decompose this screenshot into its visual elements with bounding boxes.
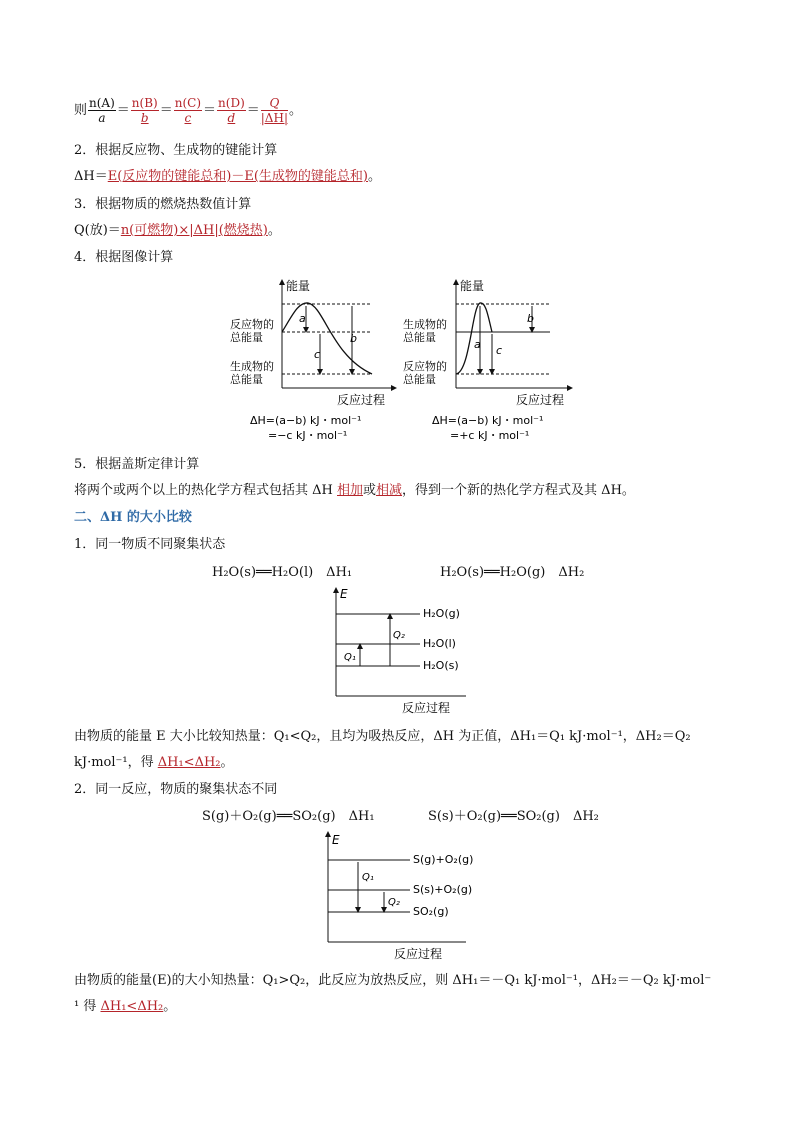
svg-text:H₂O(l): H₂O(l)	[423, 637, 456, 650]
sub1-heading: 1．同一物质不同聚集状态	[74, 537, 226, 552]
svg-text:a: a	[299, 312, 306, 325]
svg-text:Q₁: Q₁	[362, 872, 374, 883]
svg-text:b: b	[350, 332, 357, 345]
sulfur-state-diagram	[306, 830, 484, 964]
reaction-curve	[282, 303, 372, 374]
svg-text:=−c kJ・mol⁻¹: =−c kJ・mol⁻¹	[268, 429, 348, 442]
svg-text:ΔH=(a−b) kJ・mol⁻¹: ΔH=(a−b) kJ・mol⁻¹	[250, 414, 362, 427]
svg-text:SO₂(g): SO₂(g)	[413, 905, 449, 918]
combustion-formula: Q(放)＝n(可燃物)×|ΔH|(燃烧热)。	[74, 223, 281, 238]
fraction-d: $\frac{n(D)}{d}$	[218, 96, 245, 125]
sub1-equation-1: H₂O(s)══H₂O(l) ΔH₁	[212, 565, 353, 580]
x-axis-label: 反应过程	[337, 393, 386, 407]
svg-text:b: b	[527, 312, 534, 325]
svg-text:总能量: 总能量	[403, 331, 436, 344]
sub2-conclusion-2: ¹ 得 ΔH₁<ΔH₂。	[74, 999, 177, 1014]
part-2-title: 二、ΔH 的大小比较	[74, 510, 192, 525]
svg-text:c: c	[496, 344, 503, 357]
bond-energy-formula: ΔH＝E(反应物的键能总和)－E(生成物的键能总和)。	[74, 169, 382, 184]
fraction-a: $\frac{n(A)}{a}$	[89, 96, 115, 125]
svg-text:总能量: 总能量	[230, 373, 263, 386]
sub1-answer: ΔH₁<ΔH₂	[157, 755, 221, 770]
svg-text:Q₁: Q₁	[344, 652, 356, 663]
hess-law-text: 将两个或两个以上的热化学方程式包括其 ΔH 相加或相减，得到一个新的热化学方程式及其 ΔH。	[74, 483, 635, 498]
add-answer: 相加	[337, 483, 364, 498]
svg-text:Q₂: Q₂	[388, 897, 400, 908]
sub1-equation-2: H₂O(s)══H₂O(g) ΔH₂	[440, 565, 585, 580]
svg-text:反应物的: 反应物的	[230, 318, 274, 331]
svg-text:H₂O(s): H₂O(s)	[423, 659, 459, 672]
fraction-q: $\frac{Q}{|\Delta H|}$	[260, 96, 288, 125]
section-4-heading: 4．根据图像计算	[74, 250, 174, 265]
svg-text:a: a	[474, 338, 481, 351]
sub2-heading: 2．同一反应，物质的聚集状态不同	[74, 782, 278, 797]
svg-text:Q₂: Q₂	[393, 630, 405, 641]
svg-text:H₂O(g): H₂O(g)	[423, 607, 460, 620]
section-5-heading: 5．根据盖斯定律计算	[74, 457, 200, 472]
sub1-conclusion-1: 由物质的能量 E 大小比较知热量：Q₁<Q₂，且均为吸热反应，ΔH 为正值，ΔH₁＝Q₁ kJ·mol⁻¹，ΔH₂＝Q₂	[74, 729, 691, 744]
combustion-answer: n(可燃物)×|ΔH|(燃烧热)	[120, 223, 268, 238]
fraction-c: $\frac{n(C)}{c}$	[174, 96, 202, 125]
ze-text: 则	[74, 103, 88, 118]
svg-text:生成物的: 生成物的	[230, 360, 274, 373]
exothermic-energy-diagram	[222, 276, 402, 446]
section-3-heading: 3．根据物质的燃烧热数值计算	[74, 197, 252, 212]
bond-energy-answer: E(反应物的键能总和)－E(生成物的键能总和)	[107, 169, 369, 184]
ratio-formula: 则 $\frac{n(A)}{a}$ ＝ $\frac{n(B)}{b}$ ＝ $\frac{n(C)}{c}$ ＝ $\frac{n(D)}{d}$ ＝ $\frac{Q}{|\Delta H|}$ 。	[74, 96, 302, 125]
sub2-equation-2: S(s)＋O₂(g)══SO₂(g) ΔH₂	[428, 809, 599, 824]
sub2-equation-1: S(g)＋O₂(g)══SO₂(g) ΔH₁	[202, 809, 375, 824]
svg-text:c: c	[314, 348, 321, 361]
y-axis-label: 能量	[286, 279, 311, 293]
endothermic-energy-diagram	[400, 276, 580, 446]
subtract-answer: 相减	[376, 483, 403, 498]
water-state-diagram	[316, 586, 476, 718]
section-2-heading: 2．根据反应物、生成物的键能计算	[74, 143, 278, 158]
svg-text:E: E	[340, 587, 348, 601]
svg-text:能量: 能量	[460, 279, 485, 293]
svg-text:总能量: 总能量	[230, 331, 263, 344]
sub2-answer: ΔH₁<ΔH₂	[100, 999, 164, 1014]
svg-text:反应物的: 反应物的	[403, 360, 447, 373]
svg-text:=+c kJ・mol⁻¹: =+c kJ・mol⁻¹	[450, 429, 530, 442]
svg-text:反应过程: 反应过程	[394, 947, 443, 961]
svg-text:反应过程: 反应过程	[402, 701, 451, 715]
svg-text:生成物的: 生成物的	[403, 318, 447, 331]
svg-text:总能量: 总能量	[403, 373, 436, 386]
svg-text:E: E	[332, 833, 340, 847]
svg-text:S(s)+O₂(g): S(s)+O₂(g)	[413, 883, 473, 896]
sub1-conclusion-2: kJ·mol⁻¹，得 ΔH₁<ΔH₂。	[74, 755, 234, 770]
svg-text:反应过程: 反应过程	[516, 393, 565, 407]
svg-text:ΔH=(a−b) kJ・mol⁻¹: ΔH=(a−b) kJ・mol⁻¹	[432, 414, 544, 427]
svg-text:S(g)+O₂(g): S(g)+O₂(g)	[413, 853, 474, 866]
sub2-conclusion-1: 由物质的能量(E)的大小知热量：Q₁>Q₂，此反应为放热反应，则 ΔH₁＝－Q₁ kJ·mol⁻¹，ΔH₂＝－Q₂ kJ·mol⁻	[74, 973, 712, 988]
fraction-b: $\frac{n(B)}{b}$	[131, 96, 158, 125]
